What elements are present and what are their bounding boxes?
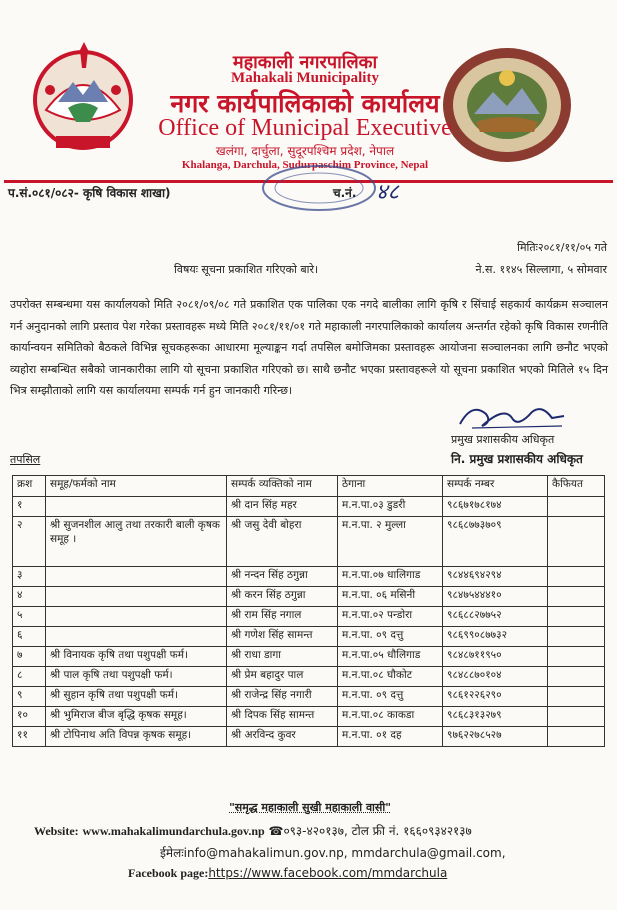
cell-address: म.न.पा. ०६ मसिनी [338,587,443,607]
signature-icon [452,398,572,432]
email-link[interactable]: info@mahakalimun.gov.np, mmdarchula@gmail.com, [183,846,506,860]
cell-address: म.न.पा. ०९ दत्तु [338,627,443,647]
cell-sn: २ [13,517,46,567]
cell-contact: श्री राम सिंह नगाल [227,607,338,627]
cell-remarks [548,497,605,517]
col-address: ठेगाना [338,476,443,497]
cell-phone: ९८४८८७०१०४ [443,667,548,687]
table-row [13,607,605,627]
cell-group [46,567,227,587]
cell-remarks [548,687,605,707]
cell-remarks [548,647,605,667]
cell-contact: श्री प्रेम बहादुर पाल [227,667,338,687]
table-row [13,687,605,707]
cell-phone: ९८६७१७८१७४ [443,497,548,517]
cell-contact: श्री करन सिंह ठगुन्ना [227,587,338,607]
cell-remarks [548,517,605,567]
cell-address: म.न.पा.०५ धौलिगाड [338,647,443,667]
contact-facebook-line [128,866,447,881]
cell-address: म.न.पा. २ मुल्ला [338,517,443,567]
notice-body: उपरोक्त सम्बन्धमा यस कार्यालयको मिति २०८१/०९/०८ गते प्रकाशित एक पालिका एक नगदे बालीका लागि कृषि र सिंचाई सहकार्य कार्यक्रम सञ्चालन गर्न अनुदानको लागि प्रस्ताव पेश गरेका प्रस्तावहरू मध्ये मिति २०८१/११/०१ गते महाकाली नगरपालिकाको कार्यालय अन्तर्गत रहेको कृषि विकास रणनीति कार्यान्वयन समितिको बैठकले विभिन्न सूचकहरूका आधारमा मूल्याङ्कन गर्दा तपसिल बमोजिमका प्रस्तावहरू आयोजना सञ्चालनका लागि छनौट भएको व्यहोरा सम्बन्धित सबैको जानकारीका लागि यो सूचना प्रकाशित गरिएको छ। साथै छनौट भएका प्रस्तावहरूले यो सूचना प्रकाशित भएको मितिले १५ दिन भित्र सम्झौताको लागि यस कार्यालयमा सम्पर्क गर्न हुन जानकारी गरिन्छ। [10,298,608,397]
cell-group: श्री विनायक कृषि तथा पशुपक्षी फर्म। [46,647,227,667]
cell-sn: ७ [13,647,46,667]
cell-contact: श्री अरविन्द कुवर [227,727,338,747]
col-group: समूह/फर्मको नाम [46,476,227,497]
cell-sn: ४ [13,587,46,607]
table-row [13,647,605,667]
address-en: Khalanga, Darchula, Sudurpaschim Province, Nepal [181,159,429,171]
cell-phone: ९८४८७११९५० [443,647,548,667]
col-remarks: कैफियत [548,476,605,497]
nepal-emblem-icon [28,40,138,158]
cell-address: म.न.पा.०८ घौकोट [338,667,443,687]
cell-sn: ५ [13,607,46,627]
contact-email-line [160,844,506,861]
cell-address: म.न.पा. ०१ दह [338,727,443,747]
cell-group [46,627,227,647]
office-name-np: नगर कार्यपालिकाको कार्यालय [170,89,440,118]
table-row [13,587,605,607]
cell-group: श्री सुजनशील आलु तथा तरकारी बाली कृषक समूह । [46,517,227,567]
cell-remarks [548,627,605,647]
cell-phone: ९८६८७७३७०९ [443,517,548,567]
cell-contact: श्री गणेश सिंह सामन्त [227,627,338,647]
subject-line: विषयः सूचना प्रकाशित गरिएको बारे। [174,263,319,276]
table-row [13,517,605,567]
table-row [13,707,605,727]
cell-phone: ९८६९९०८७७३२ [443,627,548,647]
address-np: खलंगा, दार्चुला, सुदूरपश्चिम प्रदेश, नेपाल [215,144,395,158]
municipality-name-en: Mahakali Municipality [231,70,379,86]
cell-address: म.न.पा.०७ धालिगाड [338,567,443,587]
cell-address: म.न.पा.०२ पन्डोरा [338,607,443,627]
selected-proposals-table [12,475,605,747]
cell-group [46,587,227,607]
cell-group [46,607,227,627]
cell-remarks [548,727,605,747]
col-phone: सम्पर्क नम्बर [443,476,548,497]
nepal-sambat-date: ने.स. ११४५ सिल्लागा, ५ सोमवार [475,263,607,276]
cell-group: श्री भुमिराज बीज बृद्धि कृषक समूह। [46,707,227,727]
cell-group [46,497,227,517]
cell-address: म.न.पा.०८ काकडा [338,707,443,727]
col-contact: सम्पर्क व्यक्तिको नाम [227,476,338,497]
cell-group: श्री सुहान कृषि तथा पशुपक्षी फर्म। [46,687,227,707]
letter-date: मितिः२०८१/११/०५ गते [517,241,607,254]
cell-phone: ९८६८३१३२७९ [443,707,548,727]
signatory-acting-title: नि. प्रमुख प्रशासकीय अधिकृत [451,452,583,466]
contact-website-line [34,822,472,839]
website-label: Website: [34,824,79,838]
cell-phone: ९७६२२७८५२७ [443,727,548,747]
cell-contact: श्री दान सिंह महर [227,497,338,517]
cell-contact: श्री दिपक सिंह सामन्त [227,707,338,727]
cell-sn: ८ [13,667,46,687]
cell-sn: ९ [13,687,46,707]
website-link[interactable]: www.mahakalimundarchula.gov.np [82,824,265,838]
table-row [13,667,605,687]
facebook-link[interactable]: https://www.facebook.com/mmdarchula [208,866,448,880]
cell-sn: ६ [13,627,46,647]
office-stamp-icon [260,164,378,212]
table-row [13,627,605,647]
office-name-en: Office of Municipal Executive [158,115,452,141]
cell-address: म.न.पा. ०९ दत्तु [338,687,443,707]
col-sn: क्रश [13,476,46,497]
cell-sn: १० [13,707,46,727]
cell-sn: ३ [13,567,46,587]
table-header-row [13,476,605,497]
reference-number: प.सं.०८१/०८२- कृषि विकास शाखा) [8,186,171,200]
municipality-name-np: महाकाली नगरपालिका [232,52,378,73]
cell-phone: ९८६८८२७७५२ [443,607,548,627]
cell-remarks [548,587,605,607]
cell-address: म.न.पा.०३ डुडरी [338,497,443,517]
facebook-label: Facebook page: [128,866,209,880]
cell-group: श्री पाल कृषि तथा पशुपक्षी फर्म। [46,667,227,687]
table-row [13,727,605,747]
table-row [13,567,605,587]
chalani-label: च.नं. [333,186,357,200]
cell-phone: ९८४७५४४४१० [443,587,548,607]
schedule-heading: तपसिल [10,453,41,466]
cell-contact: श्री जसु देवी बोहरा [227,517,338,567]
cell-remarks [548,707,605,727]
cell-group: श्री टोपिनाथ अति विपन्न कृषक समूह। [46,727,227,747]
cell-phone: ९८४४६९४२९४ [443,567,548,587]
cell-phone: ९८६१२२६२९० [443,687,548,707]
cell-sn: ११ [13,727,46,747]
chalani-number: ४८ [376,179,399,204]
cell-remarks [548,567,605,587]
cell-contact: श्री नन्दन सिंह ठगुन्ना [227,567,338,587]
table-row [13,497,605,517]
cell-contact: श्री राजेन्द्र सिंह नगारी [227,687,338,707]
cell-remarks [548,607,605,627]
cell-sn: १ [13,497,46,517]
signatory-title: प्रमुख प्रशासकीय अधिकृत [451,433,555,446]
motto: "समृद्ध महाकाली सुखी महाकाली वासी" [229,801,391,814]
phone-numbers: ☎०९३-४२०१३७, टोल फ्री नं. १६६०९३४२१३७ [268,824,472,838]
cell-contact: श्री राधा डागा [227,647,338,667]
cell-remarks [548,667,605,687]
email-label: ईमेलः [160,846,184,860]
